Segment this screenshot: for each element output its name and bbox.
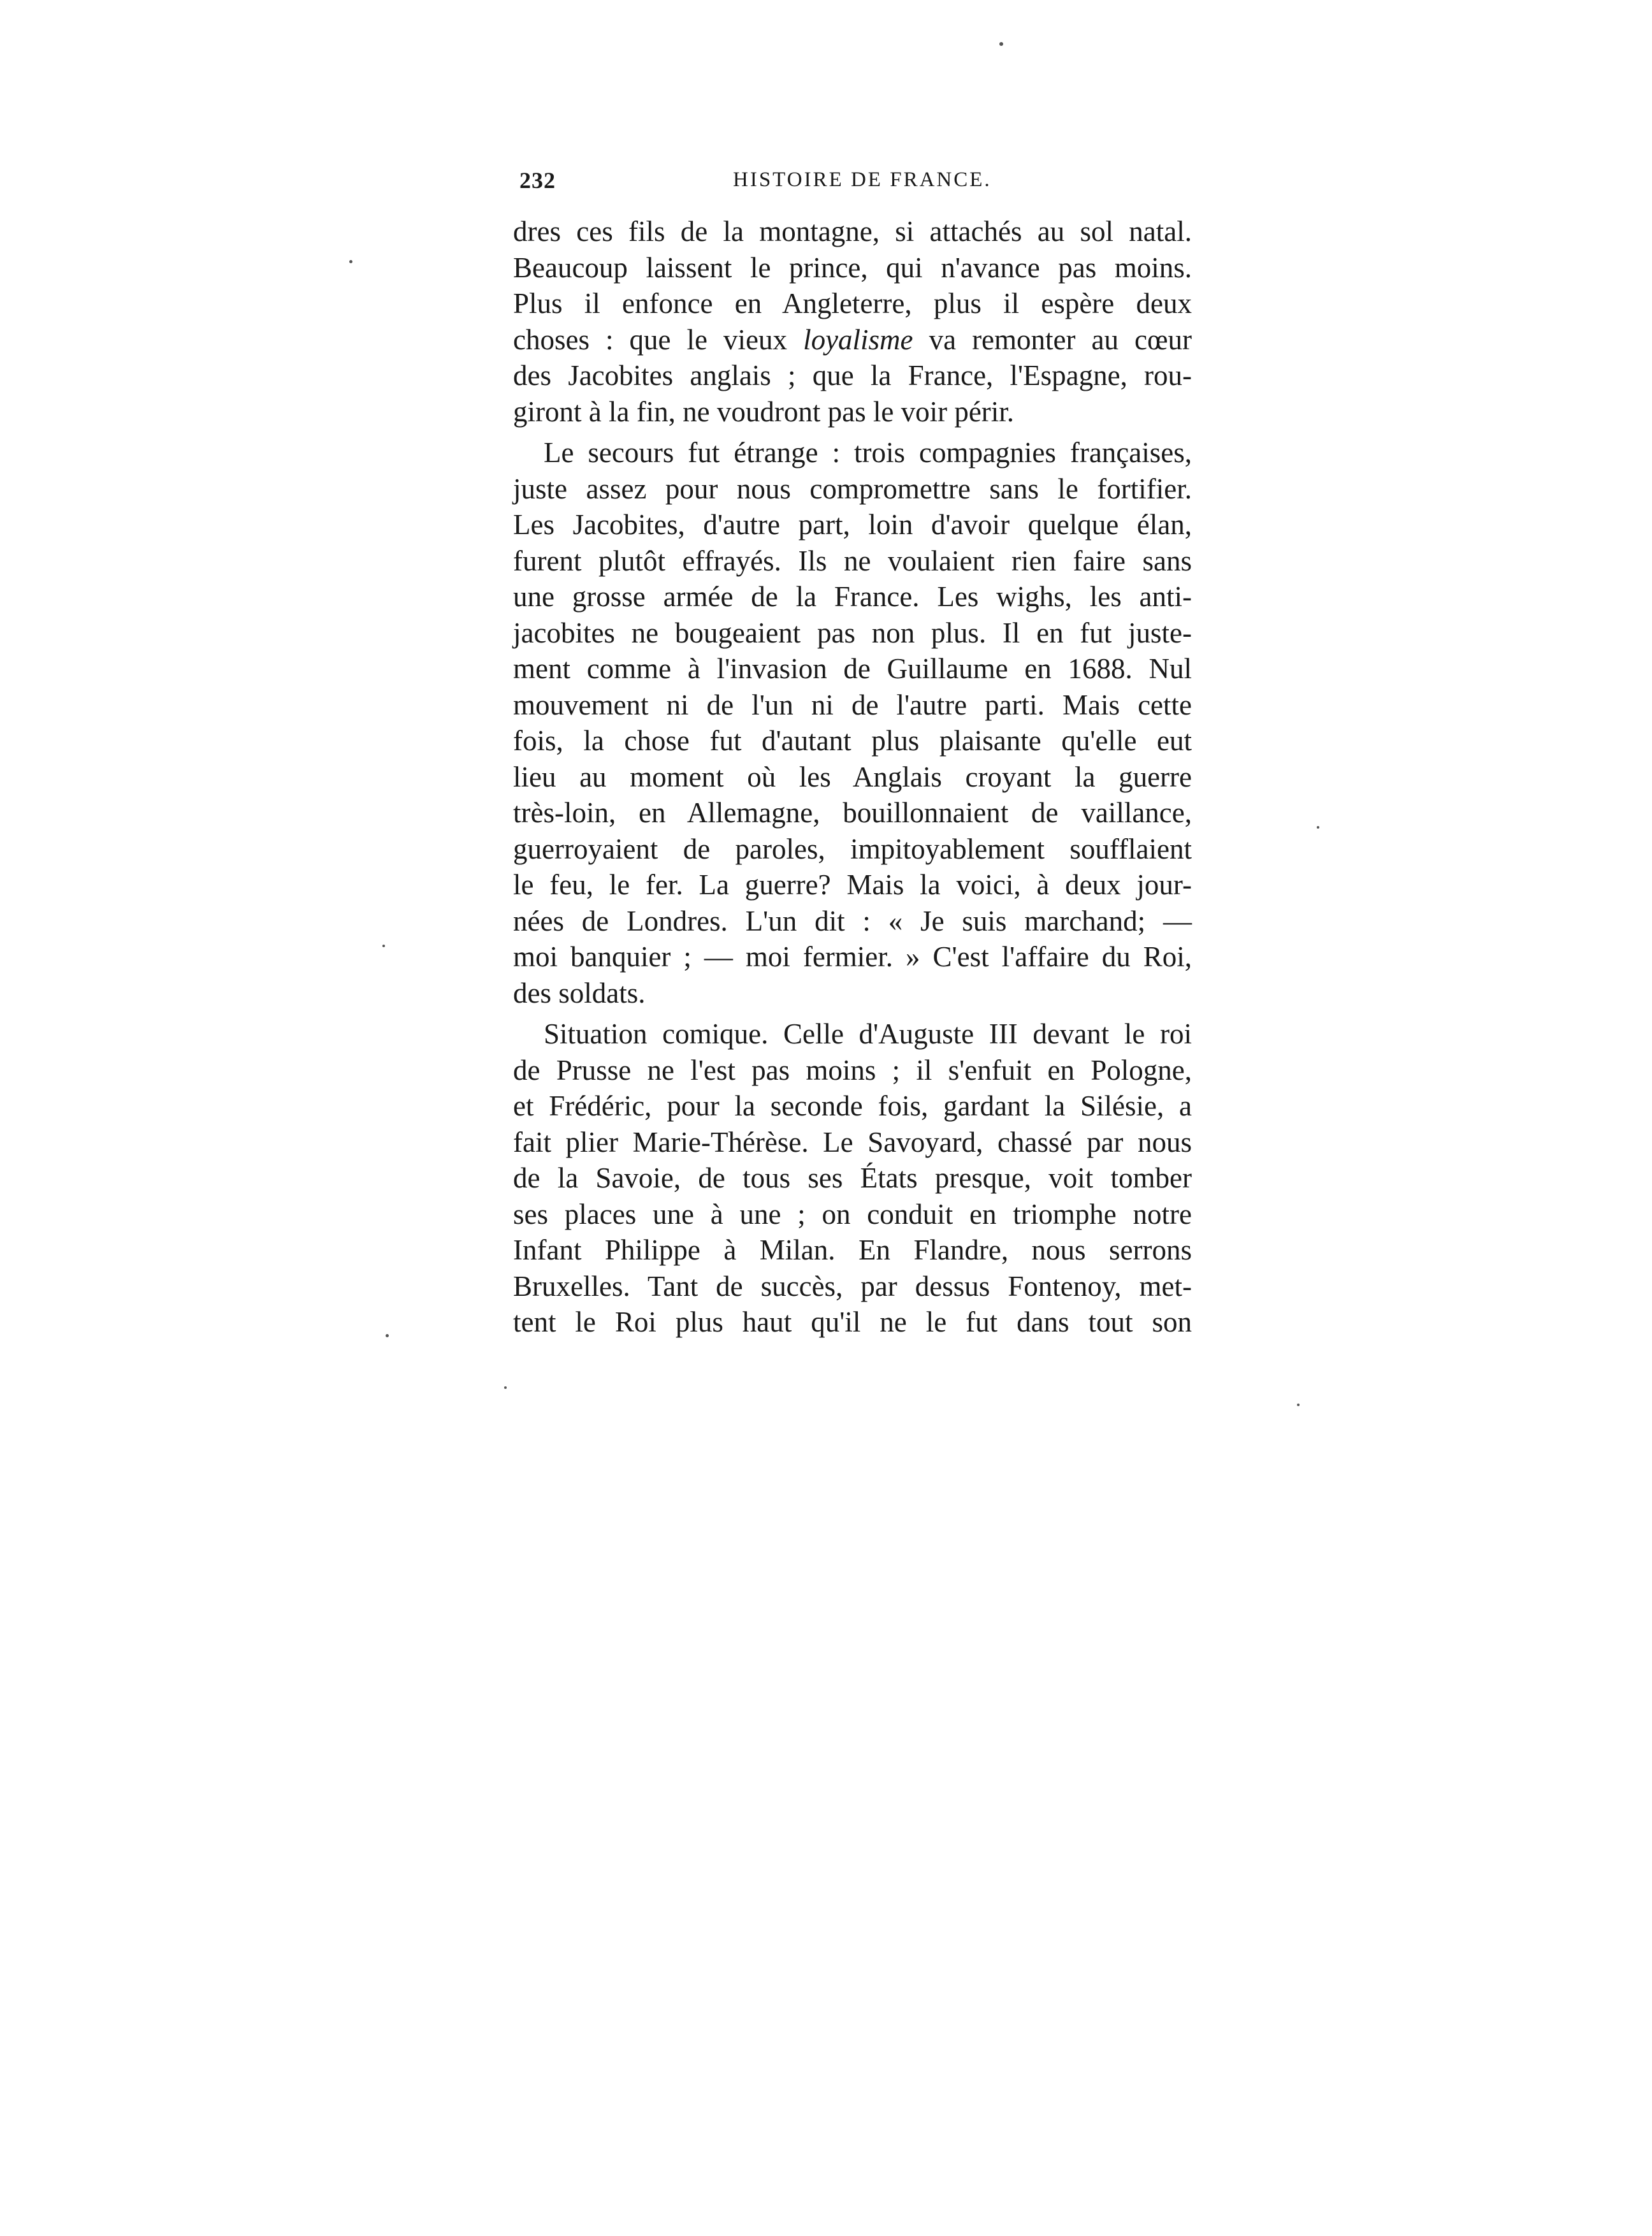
scan-speck [1297, 1404, 1300, 1406]
text-fragment: choses : que le vieux [513, 323, 804, 356]
text-line: et Frédéric, pour la seconde fois, gardant la Silésie, a [513, 1090, 1192, 1122]
text-line: Beaucoup laissent le prince, qui n'avance pas moins. [513, 251, 1192, 284]
text-line: moi banquier ; — moi fermier. » C'est l'affaire du Roi, [513, 941, 1192, 973]
text-line: fois, la chose fut d'autant plus plaisante qu'elle eut [513, 725, 1192, 757]
page-header [519, 167, 1189, 205]
paragraph [513, 214, 1192, 430]
running-title: HISTOIRE DE FRANCE. [733, 168, 992, 191]
text-line: guerroyaient de paroles, impitoyablement soufflaient [513, 832, 1192, 865]
text-line: fait plier Marie-Thérèse. Le Savoyard, chassé par nous [513, 1126, 1192, 1158]
text-line: Bruxelles. Tant de succès, par dessus Fontenoy, met- [513, 1270, 1192, 1302]
text-line: jacobites ne bougeaient pas non plus. Il en fut juste- [513, 616, 1192, 649]
text-line: Infant Philippe à Milan. En Flandre, nous serrons [513, 1234, 1192, 1266]
text-line: le feu, le fer. La guerre? Mais la voici, à deux jour- [513, 869, 1192, 901]
text-line: dres ces fils de la montagne, si attachés au sol natal. [513, 215, 1192, 247]
paragraph [513, 435, 1192, 1011]
text-line: des soldats. [513, 976, 646, 1009]
text-line: ment comme à l'invasion de Guillaume en 1688. Nul [513, 653, 1192, 685]
text-line: très-loin, en Allemagne, bouillonnaient de vaillance, [513, 797, 1192, 829]
italic-word: loyalisme [803, 323, 913, 356]
scan-speck [382, 945, 385, 947]
text-line: des Jacobites anglais ; que la France, l'Espagne, rou- [513, 359, 1192, 391]
text-line: tent le Roi plus haut qu'il ne le fut dans tout son [513, 1306, 1192, 1338]
scan-speck [386, 1334, 389, 1337]
text-line: Plus il enfonce en Angleterre, plus il espère deux [513, 287, 1192, 319]
text-line: une grosse armée de la France. Les wighs, les anti- [513, 581, 1192, 613]
scan-speck [999, 42, 1003, 46]
text-line: Les Jacobites, d'autre part, loin d'avoir quelque élan, [513, 509, 1192, 541]
text-line: juste assez pour nous compromettre sans le fortifier. [513, 472, 1192, 505]
paragraph [513, 1016, 1192, 1340]
text-line: furent plutôt effrayés. Ils ne voulaient rien faire sans [513, 544, 1192, 577]
text-fragment: va remonter au cœur [913, 323, 1192, 356]
text-line: Le secours fut étrange : trois compagnies françaises, [544, 437, 1192, 468]
text-line: de Prusse ne l'est pas moins ; il s'enfuit en Pologne, [513, 1054, 1192, 1086]
text-line: mouvement ni de l'un ni de l'autre parti. Mais cette [513, 688, 1192, 721]
scan-speck [504, 1386, 507, 1389]
text-line: Situation comique. Celle d'Auguste III devant le roi [544, 1018, 1192, 1050]
text-line: lieu au moment où les Anglais croyant la guerre [513, 760, 1192, 793]
text-line: nées de Londres. L'un dit : « Je suis marchand; — [513, 904, 1192, 937]
page-number: 232 [519, 168, 556, 193]
text-line [513, 322, 1192, 358]
scan-speck [349, 260, 352, 263]
text-line: ses places une à une ; on conduit en triomphe notre [513, 1198, 1192, 1230]
text-line: de la Savoie, de tous ses États presque, voit tomber [513, 1162, 1192, 1194]
scan-speck [1317, 826, 1319, 829]
body-text [513, 214, 1192, 1340]
text-line: giront à la fin, ne voudront pas le voir périr. [513, 395, 1015, 428]
